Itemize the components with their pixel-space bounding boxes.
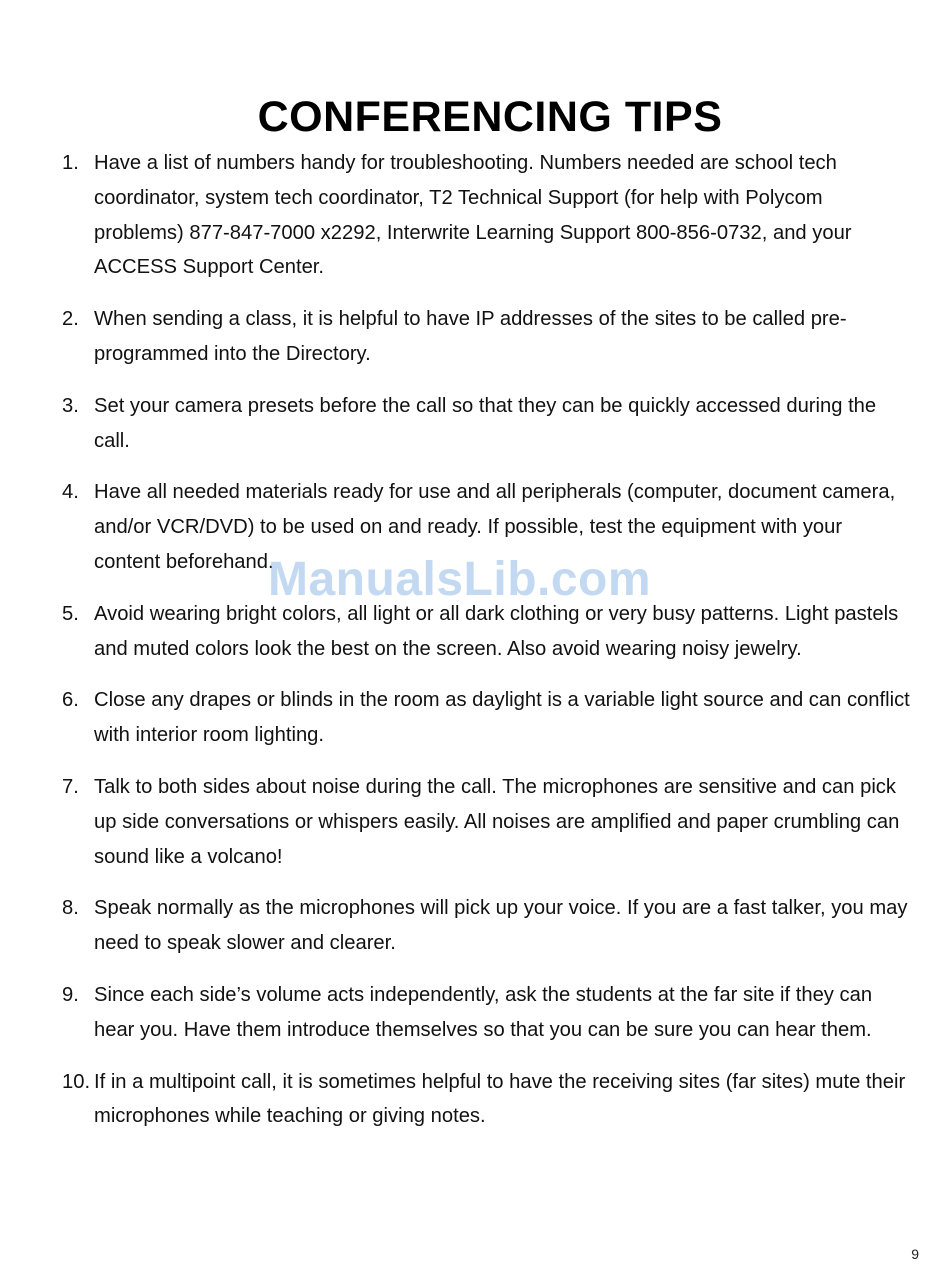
tip-text: Have a list of numbers handy for troubleshooting. Numbers needed are school tech coordinator, system tech coordinator, T2 Technical Support (for help with Polycom problems) 877-847-7000 x2292, Interwrite Learning Support 800-856-0732, and your ACCESS Support Center. [94, 152, 852, 279]
tip-item [62, 389, 912, 459]
tip-item [62, 683, 912, 753]
tip-text: If in a multipoint call, it is sometimes helpful to have the receiving sites (far sites) mute their microphones while teaching or giving notes. [94, 1070, 906, 1128]
tip-text: Set your camera presets before the call so that they can be quickly accessed during the call. [94, 394, 877, 452]
page-number: 9 [911, 1246, 919, 1262]
tip-item [62, 1065, 912, 1135]
tip-number: 4. [62, 481, 79, 504]
tip-number: 3. [62, 394, 79, 417]
tip-number: 5. [62, 602, 79, 625]
tip-text: Avoid wearing bright colors, all light or all dark clothing or very busy patterns. Light pastels and muted colors look the best on the screen. Also avoid wearing noisy jewelry. [94, 602, 899, 660]
tip-number: 8. [62, 897, 79, 920]
tip-text: Close any drapes or blinds in the room as daylight is a variable light source and can conflict with interior room lighting. [94, 689, 910, 747]
page-title: CONFERENCING TIPS [257, 92, 723, 141]
tip-text: When sending a class, it is helpful to have IP addresses of the sites to be called pre-programmed into the Directory. [94, 308, 847, 365]
tip-number: 1. [62, 152, 79, 174]
tip-item [62, 978, 912, 1048]
tip-text: Have all needed materials ready for use and all peripherals (computer, document camera, and/or VCR/DVD) to be used on and ready. If possible, test the equipment with your content beforehand. [94, 481, 896, 573]
tip-item [62, 770, 912, 874]
tip-number: 9. [62, 983, 79, 1006]
tip-text: Talk to both sides about noise during the call. The microphones are sensitive and can pick up side conversations or whispers easily. All noises are amplified and paper crumbling can sound like a volcano! [94, 775, 900, 868]
tip-number: 2. [62, 308, 79, 331]
tips-list [62, 146, 912, 1151]
tip-item [62, 302, 912, 372]
tip-item [62, 891, 912, 961]
watermark: ManualsLib.com [268, 553, 652, 606]
tip-number: 10. [62, 1070, 91, 1093]
tip-text: Since each side’s volume acts independently, ask the students at the far site if they can hear you. Have them introduce themselves so that you can be sure you can hear them. [94, 983, 873, 1041]
tip-number: 7. [62, 775, 79, 798]
tip-number: 6. [62, 689, 79, 712]
tip-item [62, 146, 912, 285]
tip-item [62, 597, 912, 667]
tip-text: Speak normally as the microphones will pick up your voice. If you are a fast talker, you may need to speak slower and clearer. [94, 897, 908, 955]
